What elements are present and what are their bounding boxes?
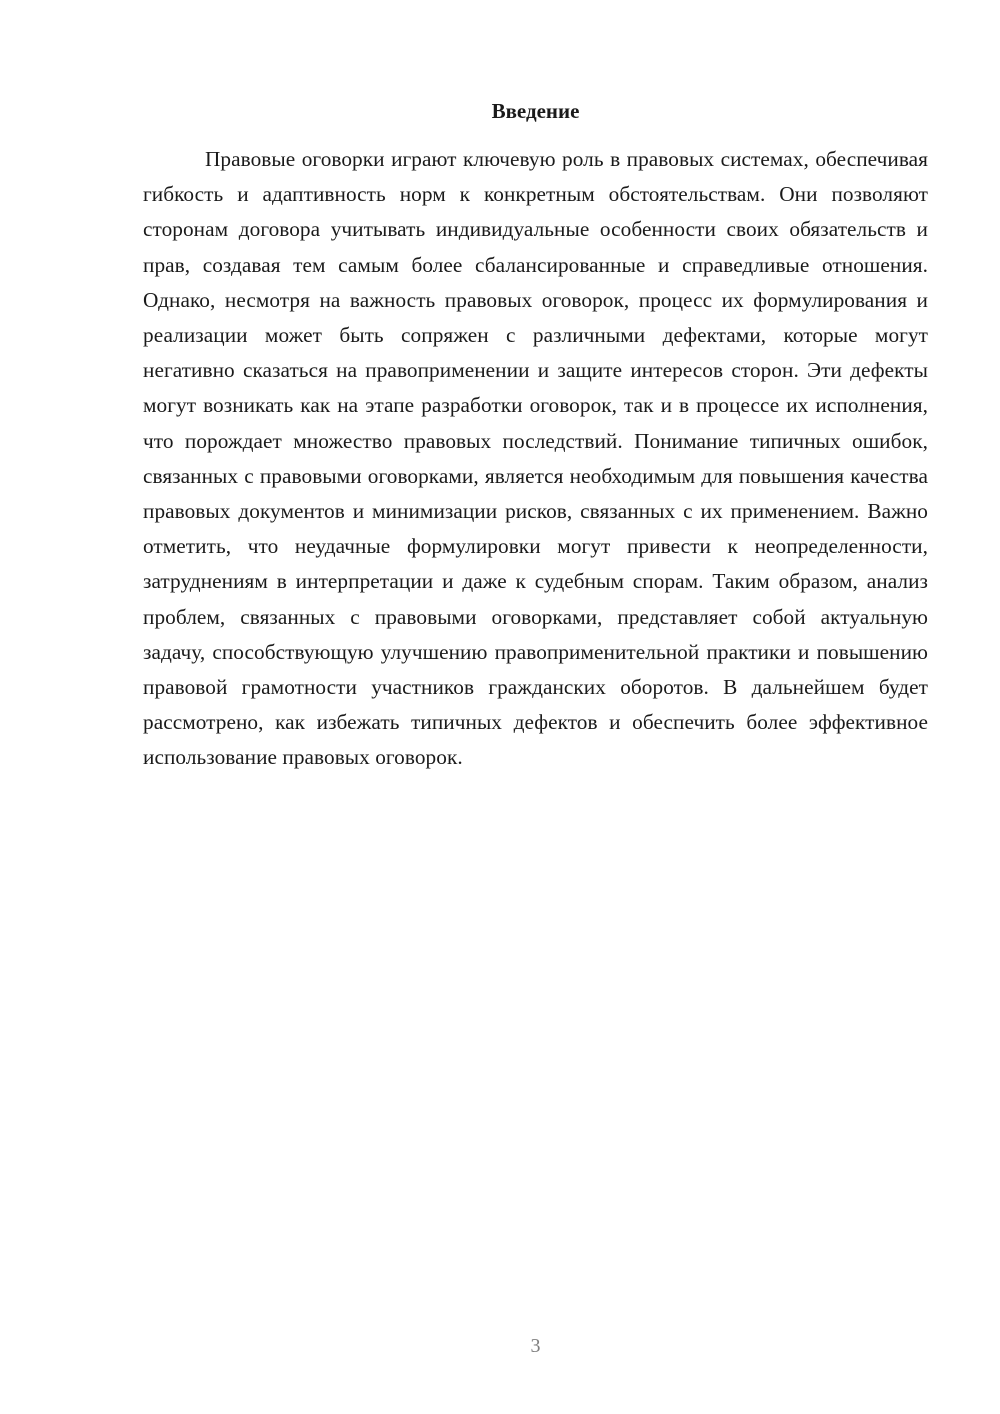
page-number: 3 — [530, 1335, 541, 1357]
section-heading: Введение — [491, 99, 580, 123]
body-paragraph: Правовые оговорки играют ключевую роль в правовых системах, обеспечивая гибкость и адаптивность норм к конкретным обстоятельствам. Они позволяют сторонам договора учитывать индивидуальные особенности своих обязательств и прав, создавая тем самым более сбалансированные и справедливые отношения. Однако, несмотря на важность правовых оговорок, процесс их формулирования и реализации может быть сопряжен с различными дефектами, которые могут негативно сказаться на правоприменении и защите интересов сторон. Эти дефекты могут возникать как на этапе разработки оговорок, так и в процессе их исполнения, что порождает множество правовых последствий. Понимание типичных ошибок, связанных с правовыми оговорками, является необходимым для повышения качества правовых документов и минимизации рисков, связанных с их применением. Важно отметить, что неудачные формулировки могут привести к неопределенности, затруднениям в интерпретации и даже к судебным спорам. Таким образом, анализ проблем, связанных с правовыми оговорками, представляет собой актуальную задачу, способствующую улучшению правоприменительной практики и повышению правовой грамотности участников гражданских оборотов. В дальнейшем будет рассмотрено, как избежать типичных дефектов и обеспечить более эффективное использование правовых оговорок. — [143, 147, 928, 770]
